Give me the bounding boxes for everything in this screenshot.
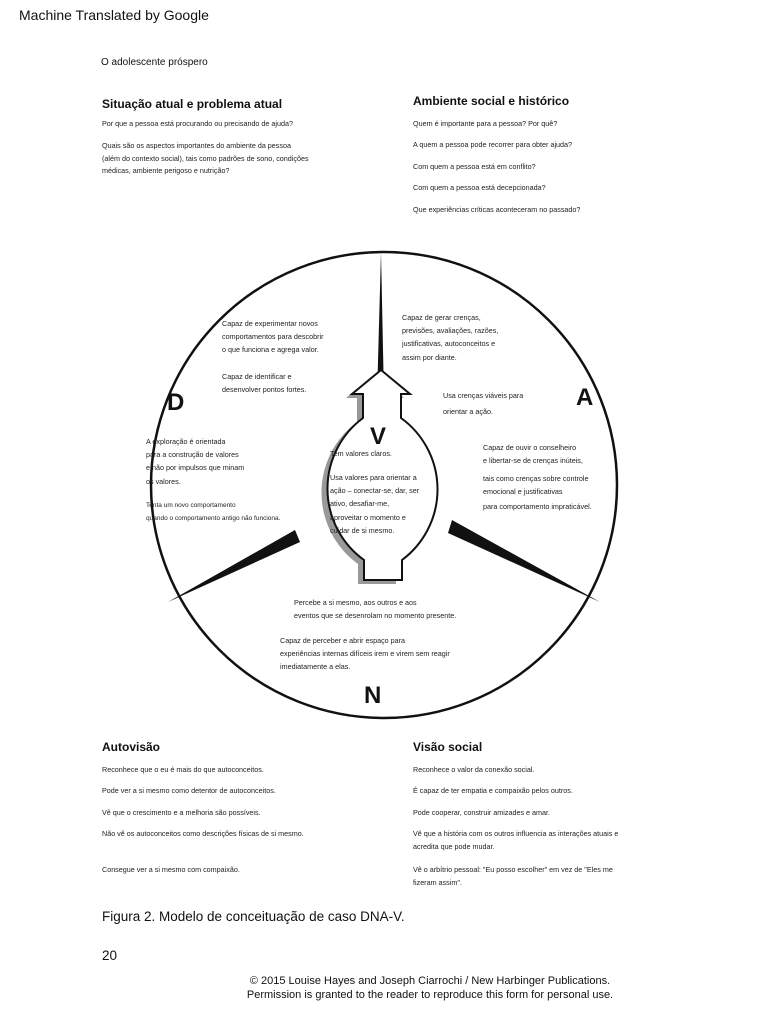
right-spoke: [448, 520, 600, 602]
social-view-item-3: Pode cooperar, construir amizades e amar.: [413, 808, 551, 817]
self-view-item-4: Não vê os autoconceitos como descrições físicas de si mesmo.: [102, 829, 304, 838]
a-text-1: Capaz de gerar crenças, previsões, avaliações, razões, justificativas, autoconceitos e assim por diante.: [402, 313, 499, 362]
machine-translation-notice: Machine Translated by Google: [19, 7, 209, 23]
social-history-question-4: Com quem a pessoa está decepcionada?: [413, 183, 546, 192]
social-view-item-4: Vê que a história com os outros influencia as interações atuais e acredita que pode mudar.: [413, 829, 619, 851]
current-situation-question-1: Por que a pessoa está procurando ou precisando de ajuda?: [102, 119, 294, 128]
social-view-item-5: Vê o arbítrio pessoal: "Eu posso escolher" em vez de "Eles me fizeram assim".: [413, 865, 613, 887]
document-title: O adolescente próspero: [101, 57, 208, 68]
social-view-item-2: É capaz de ter empatia e compaixão pelos outros.: [413, 786, 573, 795]
d-text-2: Capaz de identificar e desenvolver pontos fortes.: [222, 372, 307, 395]
social-history-question-5: Que experiências críticas aconteceram no passado?: [413, 205, 581, 214]
n-text-2: Capaz de perceber e abrir espaço para experiências internas difíceis irem e virem sem reagir imediatamente a elas.: [280, 636, 450, 672]
self-view-item-2: Pode ver a si mesmo como detentor de autoconceitos.: [102, 786, 276, 795]
self-view-item-3: Vê que o crescimento e a melhoria são possíveis.: [102, 808, 261, 817]
self-view-item-1: Reconhece que o eu é mais do que autoconceitos.: [102, 765, 264, 774]
a-text-5: para comportamento impraticável.: [483, 502, 592, 511]
social-history-question-3: Com quem a pessoa está em conflito?: [413, 162, 536, 171]
letter-n: N: [364, 682, 382, 709]
n-text-1: Percebe a si mesmo, aos outros e aos eventos que se desenrolam no momento presente.: [294, 598, 457, 621]
copyright-notice: © 2015 Louise Hayes and Joseph Ciarrochi / New Harbinger Publications. Permission is granted to the reader to reproduce this form for personal use.: [246, 975, 614, 1001]
social-history-question-2: A quem a pessoa pode recorrer para obter ajuda?: [413, 140, 573, 149]
figure-caption: Figura 2. Modelo de conceituação de caso DNA-V.: [102, 909, 405, 924]
a-text-3: Capaz de ouvir o conselheiro e libertar-se de crenças inúteis,: [483, 443, 583, 466]
self-view-item-5: Consegue ver a si mesmo com compaixão.: [102, 865, 240, 874]
section-title-social-view: Visão social: [413, 740, 483, 754]
section-title-social-history: Ambiente social e histórico: [413, 94, 570, 108]
a-text-2: Usa crenças viáveis para orientar a ação.: [443, 391, 524, 416]
d-text-4: Tenta um novo comportamento quando o comportamento antigo não funciona.: [146, 502, 281, 523]
social-history-question-1: Quem é importante para a pessoa? Por quê?: [413, 119, 558, 128]
letter-a: A: [576, 384, 594, 411]
d-text-3: A exploração é orientada para a construção de valores e não por impulsos que minam os valores.: [146, 437, 245, 486]
social-view-item-1: Reconhece o valor da conexão social.: [413, 765, 535, 774]
section-title-current-situation: Situação atual e problema atual: [102, 97, 283, 111]
d-text-1: Capaz de experimentar novos comportamentos para descobrir o que funciona e agrega valor.: [222, 319, 324, 355]
a-text-4: tais como crenças sobre controle emocional e justificativas: [483, 474, 589, 497]
left-spoke: [168, 530, 300, 602]
section-title-self-view: Autovisão: [102, 740, 161, 754]
letter-v: V: [370, 423, 387, 450]
v-text-2: Usa valores para orientar a ação – conectar-se, dar, ser ativo, desafiar-me, aproveitar o momento e cuidar de si mesmo.: [330, 473, 420, 535]
page-number: 20: [102, 948, 118, 963]
current-situation-question-2: Quais são os aspectos importantes do ambiente da pessoa (além do contexto social), tais como padrões de sono, condições médicas, ambiente perigoso e nutrição?: [102, 141, 309, 175]
letter-d: D: [167, 389, 185, 416]
v-text-1: Tem valores claros.: [330, 449, 392, 458]
